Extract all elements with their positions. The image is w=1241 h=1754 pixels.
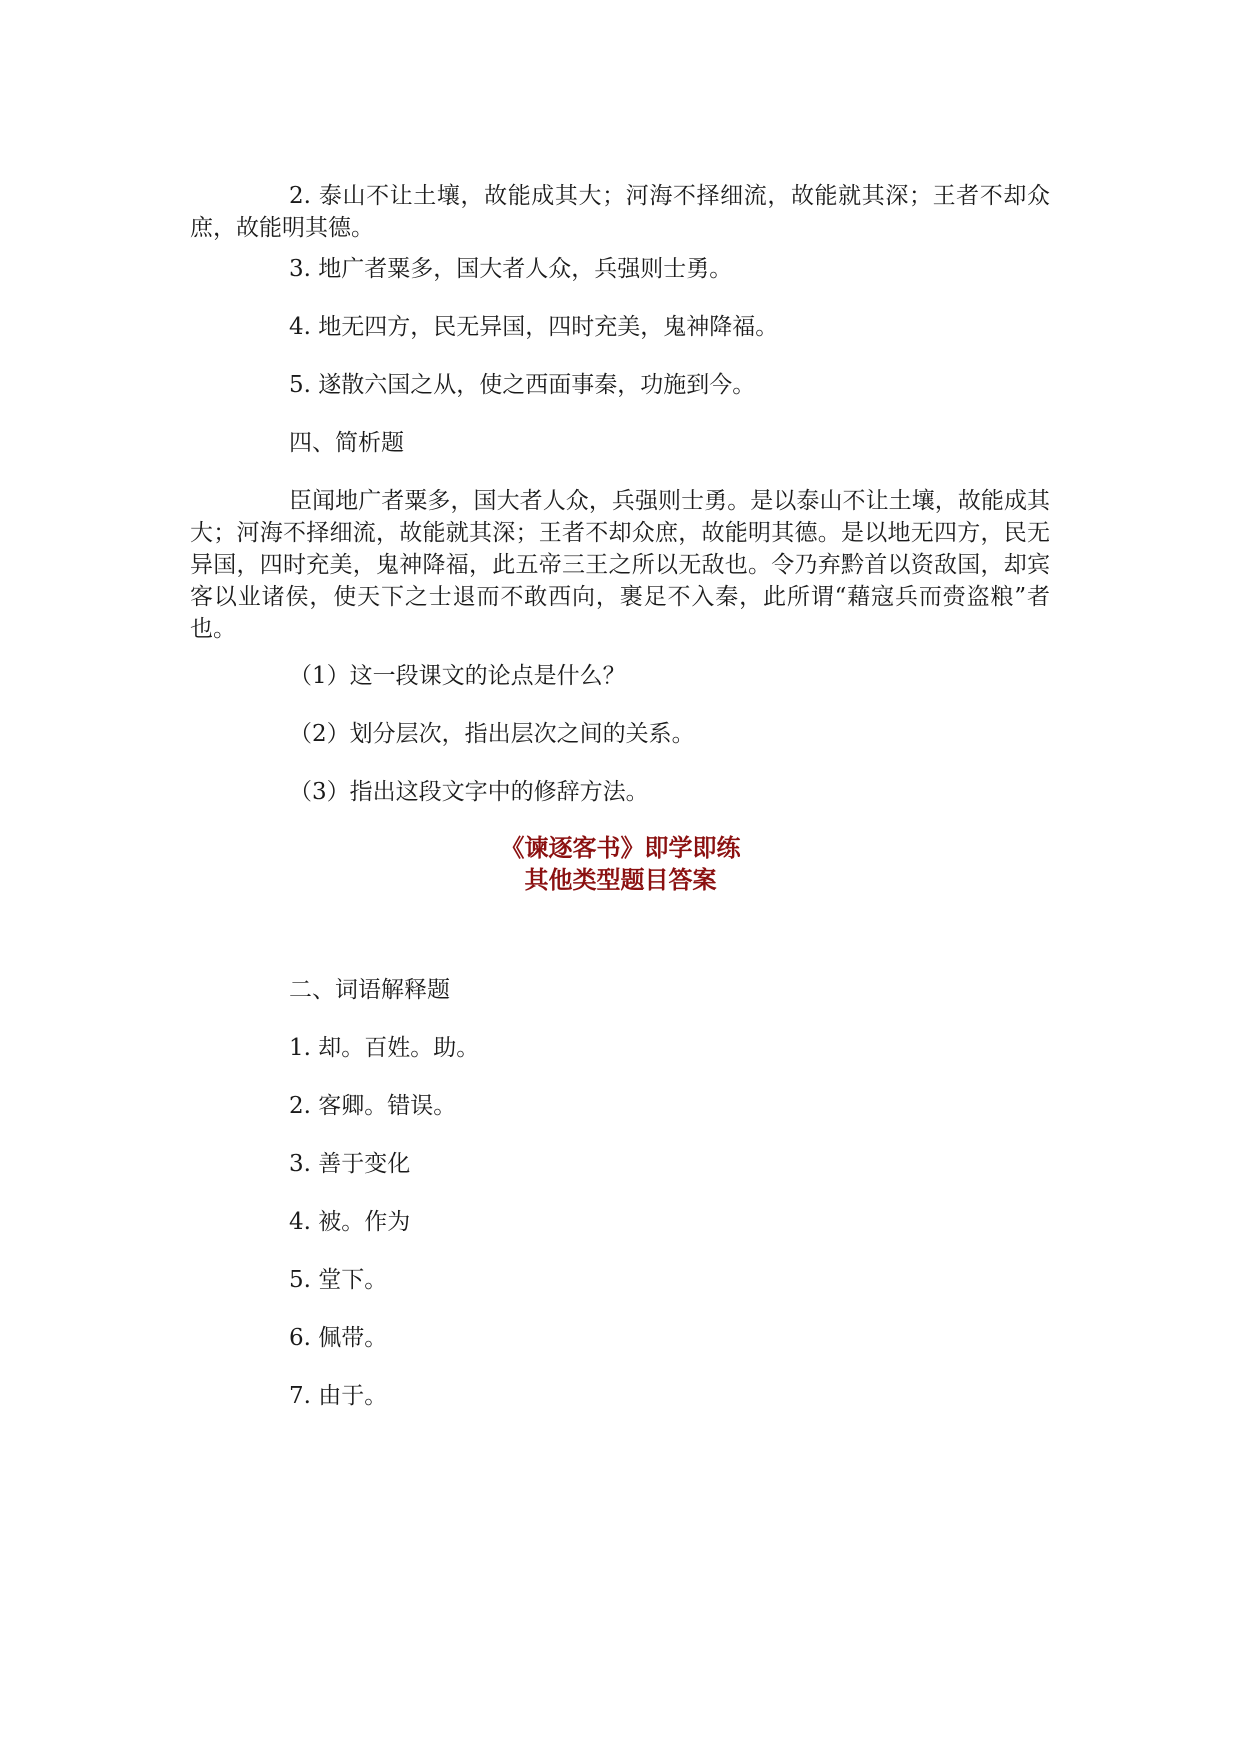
- sentence-item-3: 3. 地广者粟多，国大者人众，兵强则士勇。: [289, 256, 733, 282]
- analysis-passage: 臣闻地广者粟多，国大者人众，兵强则士勇。是以泰山不让土壤，故能成其大；河海不择细流，故能就其深；王者不却众庶，故能明其德。是以地无四方，民无异国，四时充美，鬼神降福，此五帝三王之所以无敌也。令乃弃黔首以资敌国，却宾客以业诸侯，使天下之士退而不敢西向，裹足不入秦，此所谓“藉寇兵而赍盗粮”者也。: [190, 488, 1050, 642]
- question-3: （3）指出这段文字中的修辞方法。: [289, 779, 649, 805]
- question-2: （2）划分层次，指出层次之间的关系。: [289, 721, 695, 747]
- answer-item-3: 3. 善于变化: [289, 1151, 411, 1177]
- answer-item-1: 1. 却。百姓。助。: [289, 1035, 480, 1061]
- answer-item-7: 7. 由于。: [289, 1383, 388, 1409]
- section-heading-vocabulary: 二、词语解释题: [289, 977, 450, 1003]
- sentence-item-5: 5. 遂散六国之从，使之西面事秦，功施到今。: [289, 372, 756, 398]
- section-heading-analysis: 四、简析题: [289, 430, 404, 456]
- answer-title-line-2: 其他类型题目答案: [524, 865, 717, 894]
- answer-item-5: 5. 堂下。: [289, 1267, 388, 1293]
- answer-item-2: 2. 客卿。错误。: [289, 1093, 457, 1119]
- question-1: （1）这一段课文的论点是什么？: [289, 663, 626, 689]
- answer-title-line-1: 《谏逐客书》即学即练: [500, 833, 741, 862]
- sentence-item-4: 4. 地无四方，民无异国，四时充美，鬼神降福。: [289, 314, 779, 340]
- answer-item-6: 6. 佩带。: [289, 1325, 388, 1351]
- sentence-item-2: 2. 泰山不让土壤，故能成其大；河海不择细流，故能就其深；王者不却众庶，故能明其德。: [190, 183, 1050, 241]
- answer-item-4: 4. 被。作为: [289, 1209, 411, 1235]
